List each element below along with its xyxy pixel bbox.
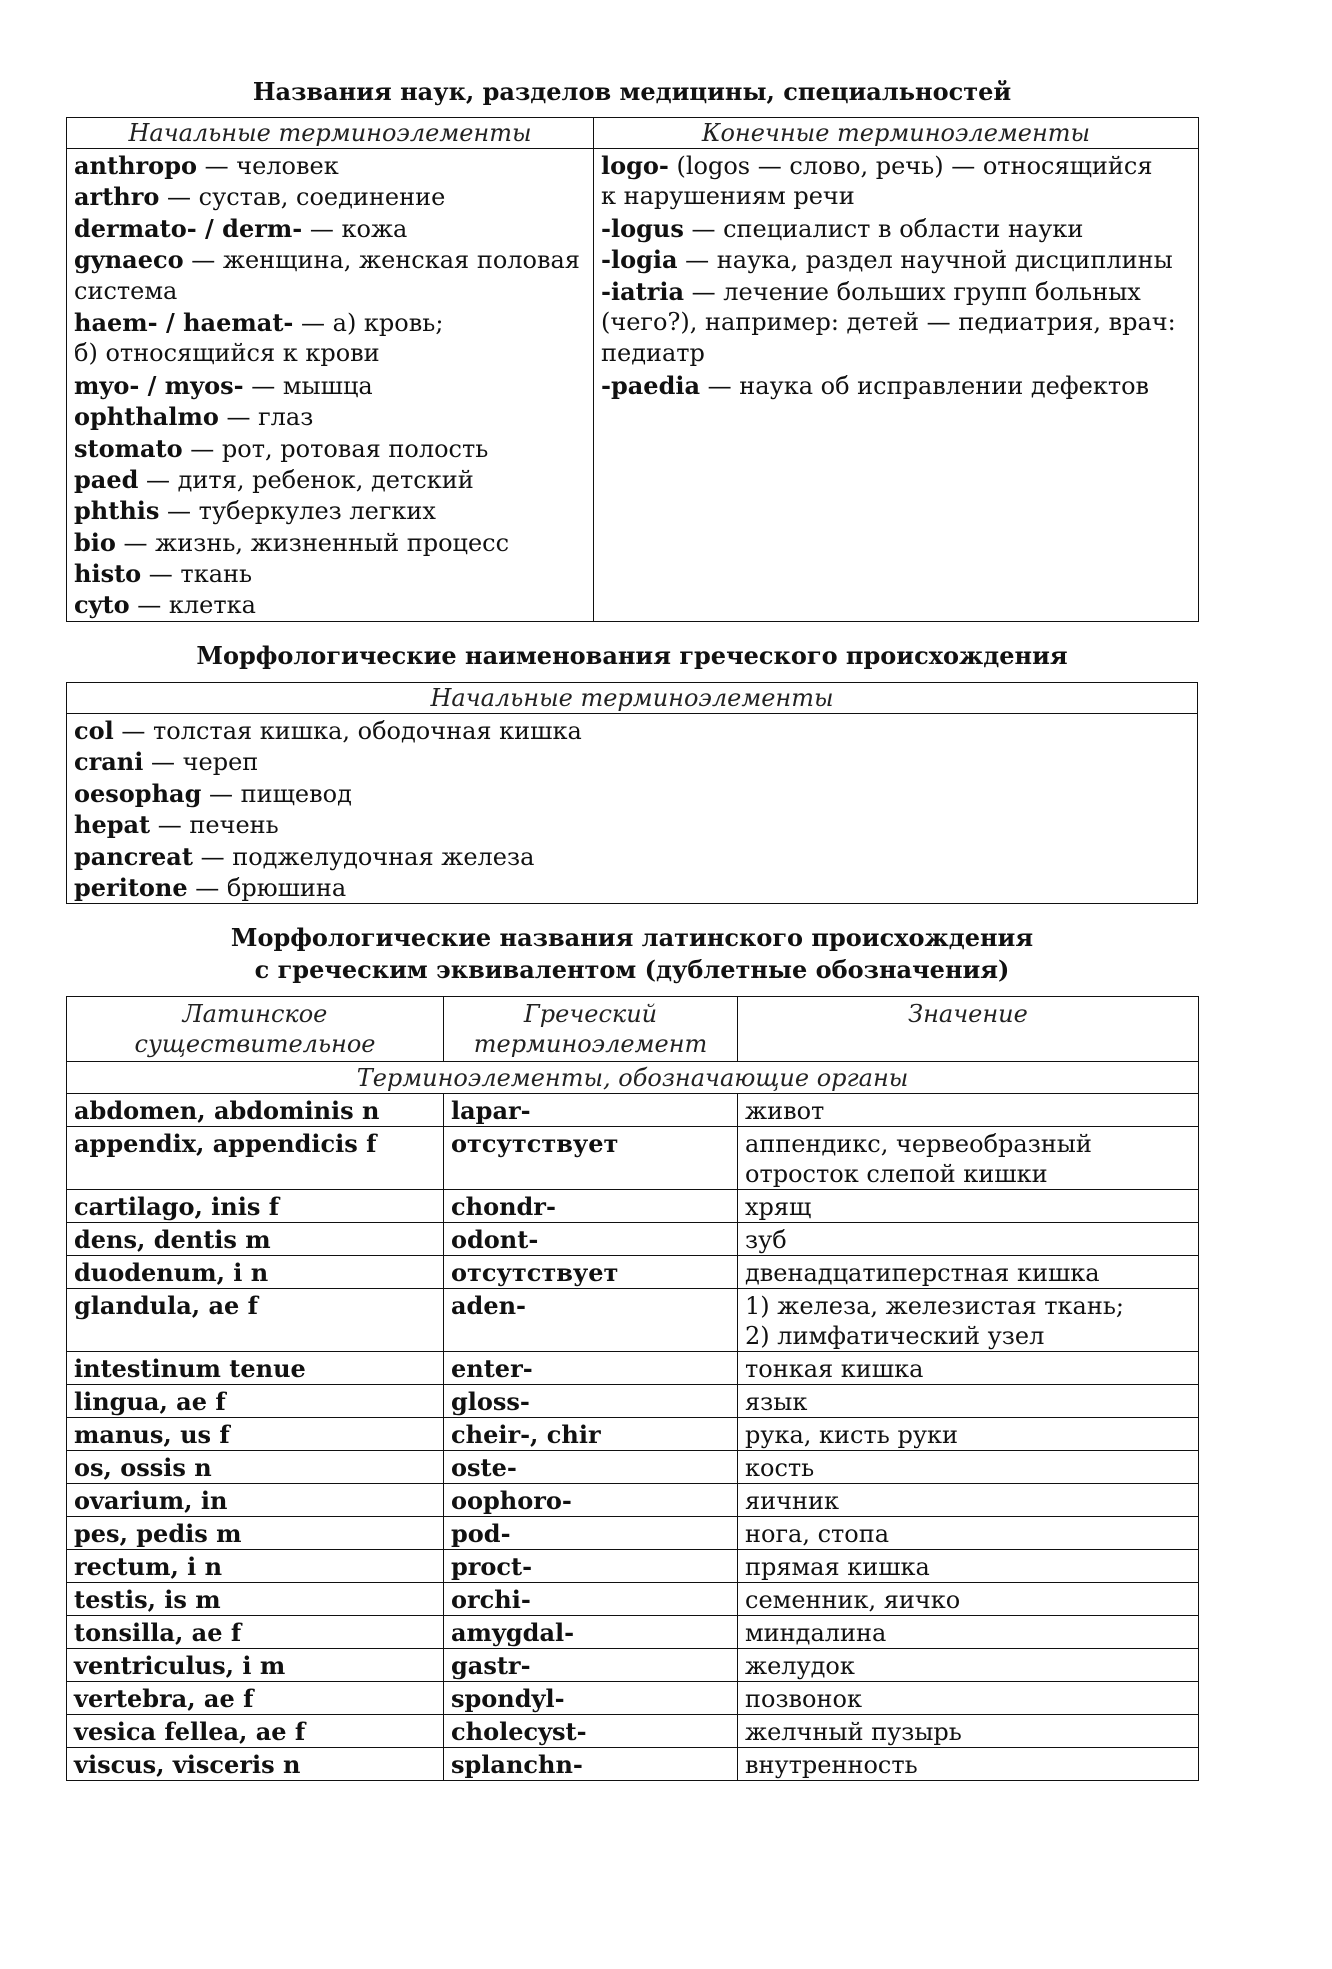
term-line <box>74 370 586 401</box>
meaning-line: зуб <box>745 1226 787 1254</box>
term-line <box>74 527 586 558</box>
meaning-cell <box>738 1517 1199 1550</box>
latin-noun-cell: lingua, ae f <box>67 1385 444 1418</box>
greek-term-cell: chondr- <box>444 1190 738 1223</box>
term-line <box>74 433 586 464</box>
header-greek-initial-terms: Начальные терминоэлементы <box>67 683 1198 714</box>
term-line <box>74 181 586 212</box>
term-line <box>601 181 1191 212</box>
term-element: ophthalmo <box>74 402 219 432</box>
meaning-cell <box>738 1748 1199 1781</box>
table-row <box>67 1094 1199 1127</box>
greek-term-cell: lapar- <box>444 1094 738 1127</box>
latin-noun-cell: cartilago, inis f <box>67 1190 444 1223</box>
term-element: peritone <box>74 872 188 902</box>
term-line <box>74 872 1190 903</box>
section2-title: Морфологические наименования греческого происхождения <box>196 641 1068 670</box>
term-line <box>74 495 586 526</box>
table-row <box>67 1385 1199 1418</box>
latin-noun-cell: rectum, i n <box>67 1550 444 1583</box>
greek-term-cell: orchi- <box>444 1583 738 1616</box>
greek-term-cell: cheir-, chir <box>444 1418 738 1451</box>
latin-noun-cell: viscus, visceris n <box>67 1748 444 1781</box>
greek-term-cell: amygdal- <box>444 1616 738 1649</box>
greek-term-cell: отсутствует <box>444 1256 738 1289</box>
header-greek-term <box>444 997 738 1062</box>
meaning-cell <box>738 1484 1199 1517</box>
greek-term-cell: proct- <box>444 1550 738 1583</box>
header-greek-line2: терминоэлемент <box>473 1030 708 1058</box>
term-element: anthropo <box>74 151 197 180</box>
term-meaning: — печень <box>150 811 279 840</box>
final-terms-list <box>601 150 1191 401</box>
table-row <box>67 1289 1199 1352</box>
meaning-cell <box>738 1715 1199 1748</box>
meaning-line: нога, стопа <box>745 1520 890 1548</box>
greek-terms-list <box>74 715 1190 903</box>
latin-noun-cell: ventriculus, i m <box>67 1649 444 1682</box>
term-line <box>74 307 586 338</box>
header-initial-terms: Начальные терминоэлементы <box>67 118 594 149</box>
meaning-line: желчный пузырь <box>745 1718 962 1746</box>
term-meaning: — человек <box>196 152 339 180</box>
greek-term-cell: enter- <box>444 1352 738 1385</box>
table-row <box>67 1583 1199 1616</box>
table-row <box>67 1256 1199 1289</box>
table-row <box>67 1223 1199 1256</box>
latin-noun-cell: abdomen, abdominis n <box>67 1094 444 1127</box>
latin-noun-cell: pes, pedis m <box>67 1517 444 1550</box>
table-row <box>67 1418 1199 1451</box>
term-element: haem- / haemat- <box>74 307 294 337</box>
term-meaning: — специалист в области науки <box>683 214 1084 243</box>
term-element: histo <box>74 559 142 589</box>
term-meaning: — поджелудочная железа <box>192 842 535 871</box>
header-final-terms: Конечные терминоэлементы <box>594 118 1199 149</box>
term-meaning: система <box>74 276 178 305</box>
meaning-cell <box>738 1352 1199 1385</box>
meaning-line: аппендикс, червеобразный <box>745 1130 1092 1158</box>
term-meaning: — череп <box>143 748 259 777</box>
term-line <box>74 276 586 307</box>
meaning-cell <box>738 1256 1199 1289</box>
term-meaning: — наука, раздел научной дисциплины <box>677 246 1173 275</box>
table-row <box>67 1550 1199 1583</box>
term-meaning: — ткань <box>141 560 253 589</box>
meaning-cell <box>738 1649 1199 1682</box>
meaning-line: 1) железа, железистая ткань; <box>745 1292 1124 1320</box>
meaning-line: двенадцатиперстная кишка <box>745 1259 1100 1287</box>
greek-term-cell: pod- <box>444 1517 738 1550</box>
meaning-cell <box>738 1583 1199 1616</box>
term-element: -paedia <box>601 370 701 400</box>
meaning-cell <box>738 1094 1199 1127</box>
term-element: oesophag <box>74 778 202 808</box>
table-row <box>67 1649 1199 1682</box>
greek-terms-cell <box>67 714 1198 904</box>
table-row <box>67 1517 1199 1550</box>
term-line <box>601 150 1191 181</box>
term-line <box>601 338 1191 369</box>
latin-noun-cell: vesica fellea, ae f <box>67 1715 444 1748</box>
final-terms-cell <box>594 149 1199 622</box>
table-row <box>67 1127 1199 1190</box>
greek-term-cell: aden- <box>444 1289 738 1352</box>
header-latin-line2: существительное <box>134 1030 376 1058</box>
greek-term-cell: oophoro- <box>444 1484 738 1517</box>
latin-noun-cell: dens, dentis m <box>67 1223 444 1256</box>
greek-term-cell: gloss- <box>444 1385 738 1418</box>
meaning-line: прямая кишка <box>745 1553 930 1581</box>
meaning-line: позвонок <box>745 1685 862 1713</box>
term-line <box>601 370 1191 401</box>
header-latin-line1: Латинское <box>182 1000 328 1028</box>
latin-noun-cell: duodenum, i n <box>67 1256 444 1289</box>
latin-noun-cell: manus, us f <box>67 1418 444 1451</box>
term-meaning: — мышца <box>243 371 373 400</box>
term-element: crani <box>74 747 144 777</box>
section3-title <box>66 922 1198 986</box>
greek-term-cell: отсутствует <box>444 1127 738 1190</box>
meaning-cell <box>738 1616 1199 1649</box>
greek-morph-table <box>66 682 1198 904</box>
section3-title-line2: с греческим эквивалентом (дублетные обозначения) <box>254 955 1010 984</box>
term-element: -iatria <box>601 276 685 306</box>
meaning-line: отросток слепой кишки <box>745 1160 1048 1188</box>
term-line <box>74 213 586 244</box>
term-element: -logus <box>601 213 684 243</box>
table-row <box>67 1715 1199 1748</box>
meaning-cell <box>738 1682 1199 1715</box>
term-meaning: — пищевод <box>201 779 352 808</box>
term-meaning: — туберкулез легких <box>159 497 436 526</box>
meaning-line: 2) лимфатический узел <box>745 1322 1045 1350</box>
sciences-table <box>66 117 1199 622</box>
term-line <box>74 338 586 369</box>
table-row <box>67 1682 1199 1715</box>
term-element: logo- <box>601 151 669 180</box>
term-element: stomato <box>74 433 183 463</box>
term-line <box>74 589 586 620</box>
meaning-cell <box>738 1451 1199 1484</box>
term-meaning: б) относящийся к крови <box>74 339 380 368</box>
latin-noun-cell: glandula, ae f <box>67 1289 444 1352</box>
term-element: hepat <box>74 810 151 840</box>
term-element: arthro <box>74 182 160 212</box>
term-element: dermato- / derm- <box>74 213 303 243</box>
term-line <box>74 244 586 275</box>
term-element: myo- / myos- <box>74 370 244 400</box>
term-meaning: (чего?), например: детей — педиатрия, врач: <box>601 307 1176 336</box>
section3-title-line1: Морфологические названия латинского происхождения <box>230 923 1034 952</box>
header-latin-noun <box>67 997 444 1062</box>
term-meaning: — женщина, женская половая <box>183 246 580 275</box>
organs-subheader: Терминоэлементы, обозначающие органы <box>67 1062 1199 1094</box>
meaning-cell <box>738 1418 1199 1451</box>
term-meaning: — наука об исправлении дефектов <box>700 371 1150 400</box>
greek-term-cell: odont- <box>444 1223 738 1256</box>
table-row <box>67 1352 1199 1385</box>
greek-term-cell: splanchn- <box>444 1748 738 1781</box>
greek-term-cell: cholecyst- <box>444 1715 738 1748</box>
latin-noun-cell: testis, is m <box>67 1583 444 1616</box>
latin-noun-cell: tonsilla, ae f <box>67 1616 444 1649</box>
header-greek-line1: Греческий <box>523 1000 658 1028</box>
term-line <box>74 715 1190 746</box>
header-meaning <box>738 997 1199 1062</box>
term-element: gynaeco <box>74 245 184 275</box>
term-meaning: — глаз <box>218 403 314 432</box>
doublet-rows <box>67 1094 1199 1781</box>
term-meaning: — рот, ротовая полость <box>182 434 489 463</box>
meaning-line: миндалина <box>745 1619 887 1647</box>
term-element: bio <box>74 527 116 557</box>
term-meaning: к нарушениям речи <box>601 182 855 211</box>
term-element: paed <box>74 464 139 494</box>
term-meaning: педиатр <box>601 339 705 368</box>
term-line <box>74 746 1190 777</box>
term-meaning: — дитя, ребенок, детский <box>138 465 474 494</box>
term-meaning: — кожа <box>302 214 408 243</box>
meaning-line: язык <box>745 1388 808 1416</box>
term-meaning: — жизнь, жизненный процесс <box>115 528 510 557</box>
term-meaning: — клетка <box>129 591 256 620</box>
term-meaning: (logos — слово, речь) — относящийся <box>668 152 1153 180</box>
latin-noun-cell: vertebra, ae f <box>67 1682 444 1715</box>
meaning-cell <box>738 1550 1199 1583</box>
table-row <box>67 1616 1199 1649</box>
meaning-cell <box>738 1127 1199 1190</box>
meaning-line: живот <box>745 1097 825 1125</box>
latin-noun-cell: appendix, appendicis f <box>67 1127 444 1190</box>
term-line <box>74 401 586 432</box>
term-element: -logia <box>601 245 678 275</box>
term-line <box>74 778 1190 809</box>
meaning-line: рука, кисть руки <box>745 1421 958 1449</box>
term-line <box>74 558 586 589</box>
latin-noun-cell: os, ossis n <box>67 1451 444 1484</box>
greek-term-cell: gastr- <box>444 1649 738 1682</box>
table-row <box>67 1190 1199 1223</box>
meaning-line: тонкая кишка <box>745 1355 924 1383</box>
term-element: phthis <box>74 496 160 526</box>
meaning-line: внутренность <box>745 1751 918 1779</box>
table-row <box>67 1748 1199 1781</box>
meaning-cell <box>738 1385 1199 1418</box>
latin-noun-cell: intestinum tenue <box>67 1352 444 1385</box>
term-meaning: — брюшина <box>187 873 347 902</box>
term-line <box>74 150 586 181</box>
term-meaning: — сустав, соединение <box>159 183 446 212</box>
term-element: pancreat <box>74 841 193 871</box>
term-element: col <box>74 716 114 745</box>
initial-terms-cell <box>67 149 594 622</box>
meaning-line: яичник <box>745 1487 839 1515</box>
doublet-table <box>66 996 1199 1781</box>
meaning-line: семенник, яичко <box>745 1586 961 1614</box>
initial-terms-list <box>74 150 586 621</box>
term-line <box>601 307 1191 338</box>
term-line <box>74 841 1190 872</box>
term-element: cyto <box>74 590 130 620</box>
term-meaning: — а) кровь; <box>293 308 444 337</box>
meaning-cell <box>738 1289 1199 1352</box>
term-line <box>74 464 586 495</box>
meaning-cell <box>738 1190 1199 1223</box>
meaning-line: кость <box>745 1454 815 1482</box>
meaning-cell <box>738 1223 1199 1256</box>
section1-title: Названия наук, разделов медицины, специальностей <box>252 77 1012 106</box>
header-meaning-line1: Значение <box>908 1000 1028 1028</box>
term-meaning: — толстая кишка, ободочная кишка <box>113 717 582 745</box>
term-line <box>601 213 1191 244</box>
term-line <box>74 809 1190 840</box>
term-meaning: — лечение больших групп больных <box>684 277 1141 306</box>
meaning-line: желудок <box>745 1652 855 1680</box>
table-row <box>67 1484 1199 1517</box>
term-line <box>601 244 1191 275</box>
table-row <box>67 1451 1199 1484</box>
greek-term-cell: spondyl- <box>444 1682 738 1715</box>
latin-noun-cell: ovarium, in <box>67 1484 444 1517</box>
term-line <box>601 276 1191 307</box>
greek-term-cell: oste- <box>444 1451 738 1484</box>
meaning-line: хрящ <box>745 1193 812 1221</box>
